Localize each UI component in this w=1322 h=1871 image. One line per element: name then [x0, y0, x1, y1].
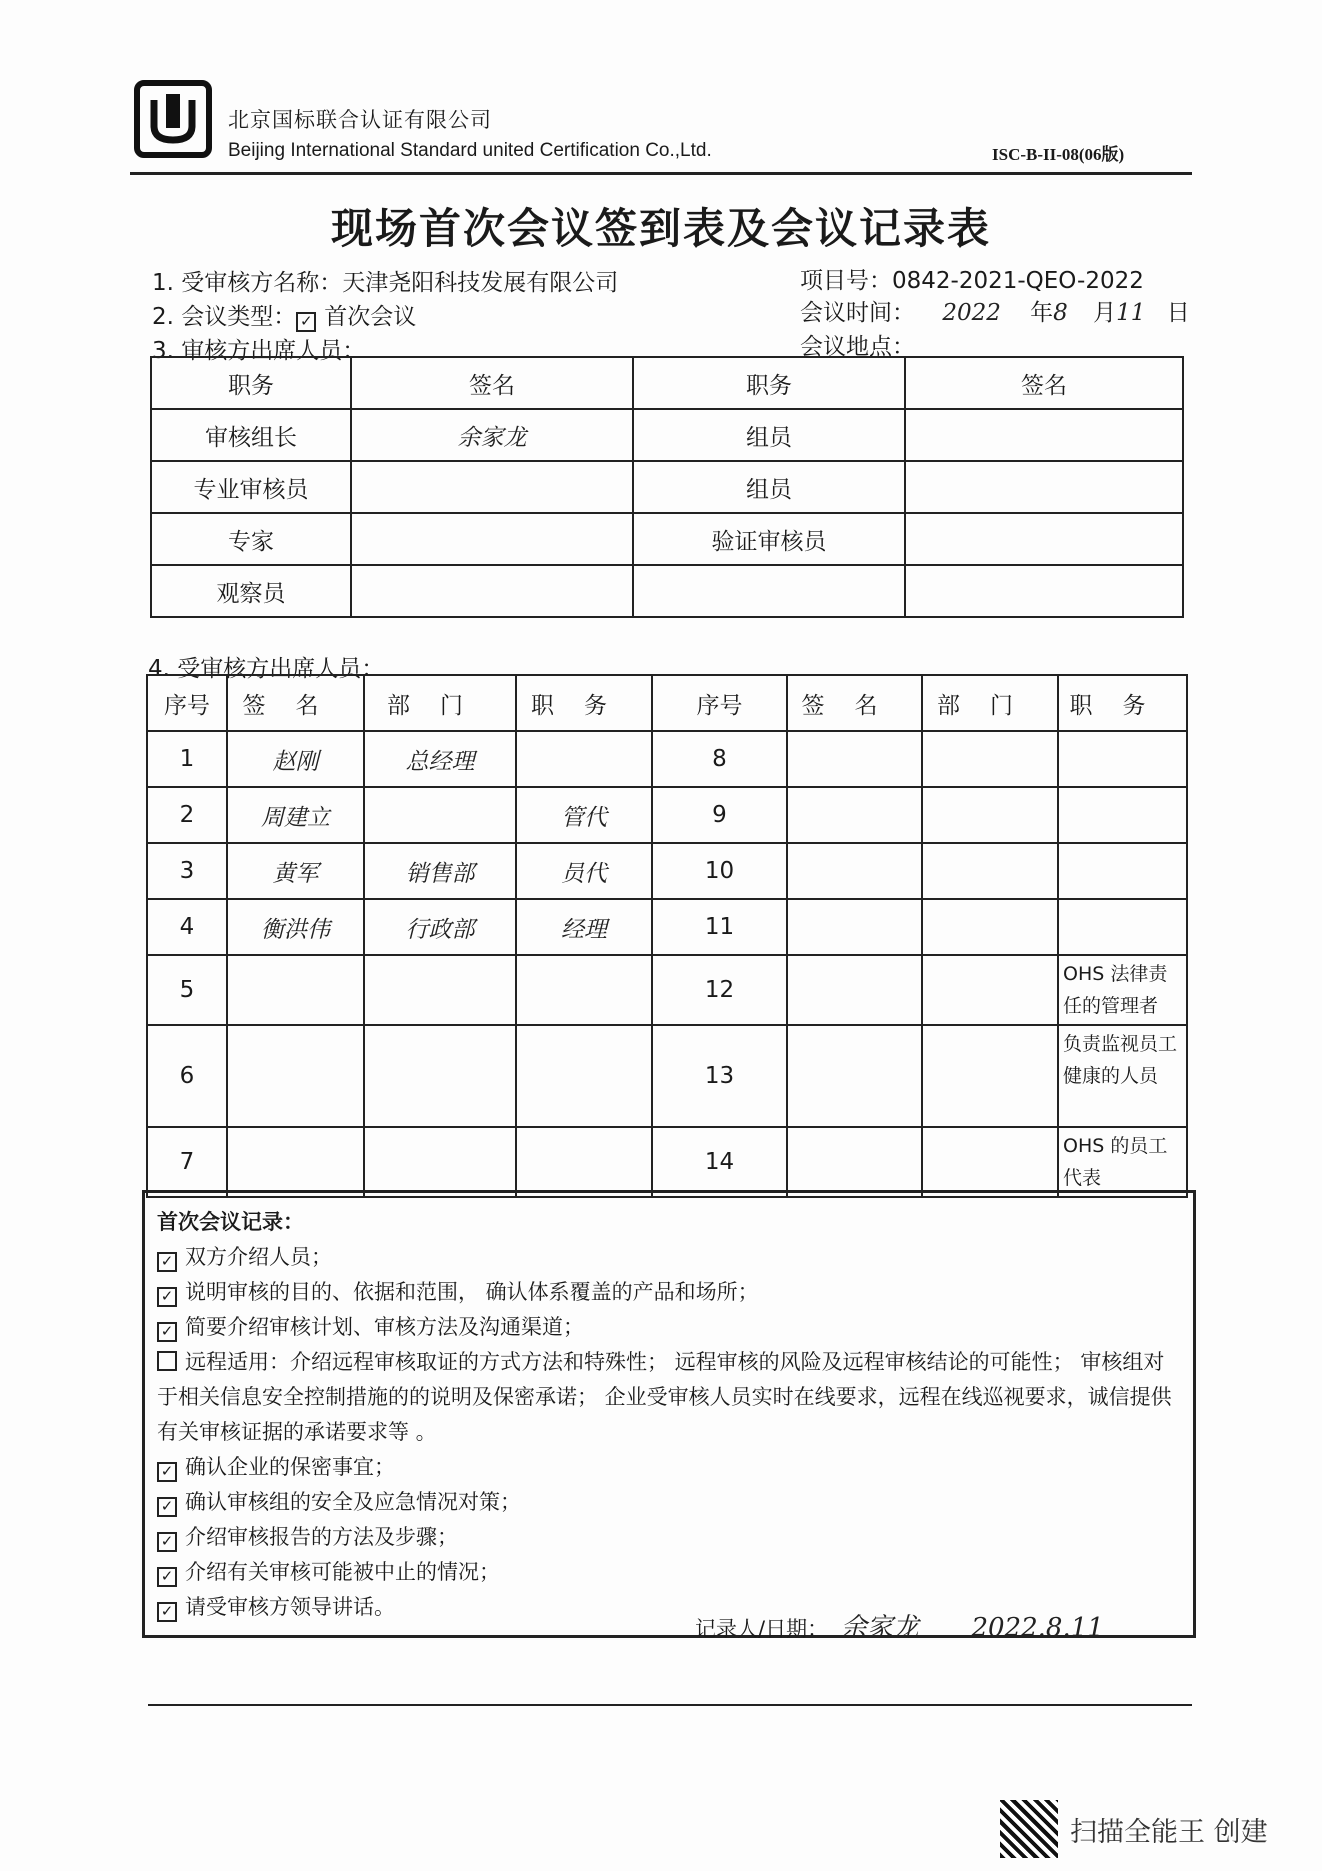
signature-cell: 余家龙	[351, 409, 633, 461]
number-cell: 14	[652, 1127, 787, 1197]
role-cell: 专业审核员	[151, 461, 351, 513]
day-unit: 日	[1166, 300, 1190, 326]
header-cell: 签名	[905, 357, 1183, 409]
table-row	[147, 787, 1187, 843]
position-cell	[1058, 731, 1187, 787]
table-header-row	[147, 675, 1187, 731]
signature-cell	[787, 955, 922, 1025]
table-row	[151, 461, 1183, 513]
number-cell: 1	[147, 731, 227, 787]
recorder-date: 2022.8.11	[971, 1613, 1104, 1643]
signature-cell	[351, 461, 633, 513]
position-cell	[516, 1127, 652, 1197]
table-header-row	[151, 357, 1183, 409]
header-cell: 职务	[633, 357, 905, 409]
table-row	[151, 565, 1183, 617]
position-cell	[516, 731, 652, 787]
checkbox-checked-icon: ✓	[157, 1497, 177, 1517]
record-item-text: 请受审核方领导讲话。	[185, 1595, 395, 1619]
number-cell: 5	[147, 955, 227, 1025]
position-cell	[1058, 843, 1187, 899]
record-item-text: 简要介绍审核计划、审核方法及沟通渠道；	[185, 1315, 584, 1339]
header-cell: 签名	[227, 675, 364, 731]
company-name-cn: 北京国标联合认证有限公司	[228, 108, 492, 132]
role-cell: 专家	[151, 513, 351, 565]
table-row	[147, 955, 1187, 1025]
signature-cell: 黄军	[227, 843, 364, 899]
checkbox-unchecked-icon	[157, 1351, 177, 1371]
project-number-row	[800, 262, 1144, 295]
department-cell	[364, 1127, 516, 1197]
record-item-text: 介绍审核报告的方法及步骤；	[185, 1525, 458, 1549]
number-cell: 2	[147, 787, 227, 843]
record-item-text: 说明审核的目的、依据和范围， 确认体系覆盖的产品和场所；	[185, 1280, 759, 1304]
meeting-day: 11	[1116, 300, 1146, 326]
header-cell: 职务	[1058, 675, 1187, 731]
header-cell: 部门	[364, 675, 516, 731]
record-item	[157, 1450, 1181, 1485]
signature-cell	[351, 513, 633, 565]
signature-cell	[905, 409, 1183, 461]
recorder-signature-row	[695, 1607, 1104, 1644]
department-cell	[364, 787, 516, 843]
meeting-year: 2022	[942, 300, 1001, 326]
record-item-text: 介绍有关审核可能被中止的情况；	[185, 1560, 500, 1584]
position-cell: 管代	[516, 787, 652, 843]
record-item	[157, 1345, 1181, 1450]
month-unit: 月	[1093, 300, 1117, 326]
department-cell	[922, 843, 1058, 899]
record-item-text: 确认审核组的安全及应急情况对策；	[185, 1490, 521, 1514]
signature-cell	[905, 565, 1183, 617]
signature-cell	[787, 787, 922, 843]
record-heading: 首次会议记录：	[157, 1210, 304, 1234]
department-cell	[922, 787, 1058, 843]
meeting-type-label: 2. 会议类型：	[152, 304, 297, 330]
number-cell: 9	[652, 787, 787, 843]
department-cell: 销售部	[364, 843, 516, 899]
signature-cell	[787, 1025, 922, 1127]
position-cell	[516, 955, 652, 1025]
meeting-time-label: 会议时间：	[800, 300, 915, 326]
meeting-time-row	[800, 294, 1190, 327]
qr-code-icon	[1000, 1800, 1058, 1858]
project-number-label: 项目号：	[800, 268, 892, 294]
table-row	[147, 1127, 1187, 1197]
table-row	[147, 731, 1187, 787]
number-cell: 6	[147, 1025, 227, 1127]
record-item	[157, 1485, 1181, 1520]
auditor-attendees-label: 3. 审核方出席人员：	[152, 338, 366, 364]
number-cell: 3	[147, 843, 227, 899]
meeting-record-content	[157, 1205, 1181, 1625]
header-cell: 序号	[147, 675, 227, 731]
role-cell: 审核组长	[151, 409, 351, 461]
project-number-value: 0842-2021-QEO-2022	[892, 268, 1144, 294]
signature-cell: 周建立	[227, 787, 364, 843]
number-cell: 13	[652, 1025, 787, 1127]
signature-cell: 衡洪伟	[227, 899, 364, 955]
year-unit: 年	[1030, 300, 1054, 326]
record-item	[157, 1520, 1181, 1555]
signature-cell	[787, 899, 922, 955]
recorder-label: 记录人/日期：	[695, 1617, 829, 1641]
number-cell: 8	[652, 731, 787, 787]
scanner-watermark: 扫描全能王 创建	[1070, 1817, 1268, 1848]
number-cell: 7	[147, 1127, 227, 1197]
company-logo	[134, 80, 212, 158]
signature-cell	[227, 1127, 364, 1197]
position-cell	[516, 1025, 652, 1127]
table-row	[151, 513, 1183, 565]
signature-cell	[787, 731, 922, 787]
checkbox-checked-icon: ✓	[157, 1287, 177, 1307]
auditee-attendance-table	[146, 674, 1188, 1198]
header-cell: 签名	[351, 357, 633, 409]
signature-cell	[787, 1127, 922, 1197]
department-cell	[364, 1025, 516, 1127]
department-cell	[922, 731, 1058, 787]
logo-mark-icon	[140, 86, 206, 152]
meeting-month: 8	[1053, 300, 1068, 326]
number-cell: 12	[652, 955, 787, 1025]
position-cell	[1058, 787, 1187, 843]
record-item-text: 远程适用：介绍远程审核取证的方式方法和特殊性； 远程审核的风险及远程审核结论的可能性； 审核组对于相关信息安全控制措施的的说明及保密承诺； 企业受审核人员实时在线要求，远程在线巡视要求，诚信提供有关审核证据的承诺要求等 。	[157, 1350, 1172, 1444]
auditee-attendees-label: 4. 受审核方出席人员：	[148, 656, 385, 682]
department-cell	[922, 1127, 1058, 1197]
department-cell	[922, 899, 1058, 955]
position-cell	[1058, 899, 1187, 955]
meeting-type-value: 首次会议	[324, 304, 417, 330]
checkbox-checked-icon: ✓	[157, 1322, 177, 1342]
signature-cell	[227, 955, 364, 1025]
footer-divider	[148, 1704, 1192, 1706]
signature-cell	[351, 565, 633, 617]
position-cell: 员代	[516, 843, 652, 899]
number-cell: 10	[652, 843, 787, 899]
department-cell	[364, 955, 516, 1025]
position-note-cell: 负责监视员工健康的人员	[1058, 1025, 1187, 1127]
signature-cell	[227, 1025, 364, 1127]
header-cell: 职务	[516, 675, 652, 731]
meeting-location-label: 会议地点：	[800, 334, 915, 360]
record-item-text: 双方介绍人员；	[185, 1245, 332, 1269]
header-cell: 签名	[787, 675, 922, 731]
checkbox-checked-icon: ✓	[157, 1602, 177, 1622]
department-cell	[922, 955, 1058, 1025]
auditor-attendance-table	[150, 356, 1184, 618]
checkbox-checked-icon: ✓	[157, 1532, 177, 1552]
role-cell: 组员	[633, 409, 905, 461]
position-cell: 经理	[516, 899, 652, 955]
meeting-record-box	[142, 1190, 1196, 1643]
meeting-type-checkbox-icon: ✓	[296, 312, 316, 332]
table-row	[151, 409, 1183, 461]
table-row	[147, 899, 1187, 955]
meeting-type-row	[152, 298, 416, 332]
signature-cell	[905, 461, 1183, 513]
company-name-en: Beijing International Standard united Certification Co.,Ltd.	[228, 140, 712, 161]
record-item	[157, 1555, 1181, 1590]
auditee-name-label: 1. 受审核方名称：	[152, 270, 343, 296]
signature-cell	[905, 513, 1183, 565]
table-row	[147, 843, 1187, 899]
role-cell: 观察员	[151, 565, 351, 617]
form-code: ISC-B-II-08(06版)	[992, 145, 1125, 164]
number-cell: 4	[147, 899, 227, 955]
role-cell	[633, 565, 905, 617]
checkbox-checked-icon: ✓	[157, 1252, 177, 1272]
page-title: 现场首次会议签到表及会议记录表	[330, 204, 991, 253]
auditee-name-value: 天津尧阳科技发展有限公司	[342, 270, 619, 296]
signature-cell: 赵刚	[227, 731, 364, 787]
number-cell: 11	[652, 899, 787, 955]
role-cell: 组员	[633, 461, 905, 513]
signature-cell	[787, 843, 922, 899]
department-cell: 总经理	[364, 731, 516, 787]
auditee-name-row	[152, 264, 618, 297]
recorder-name: 余家龙	[840, 1613, 919, 1643]
header-divider	[130, 172, 1192, 175]
position-note-cell: OHS 的员工代表	[1058, 1127, 1187, 1197]
checkbox-checked-icon: ✓	[157, 1567, 177, 1587]
position-note-cell: OHS 法律责任的管理者	[1058, 955, 1187, 1025]
department-cell	[922, 1025, 1058, 1127]
table-row	[147, 1025, 1187, 1127]
record-item	[157, 1310, 1181, 1345]
record-item	[157, 1275, 1181, 1310]
record-item	[157, 1240, 1181, 1275]
header-cell: 部门	[922, 675, 1058, 731]
header-cell: 序号	[652, 675, 787, 731]
header-cell: 职务	[151, 357, 351, 409]
checkbox-checked-icon: ✓	[157, 1462, 177, 1482]
record-item-text: 确认企业的保密事宜；	[185, 1455, 395, 1479]
role-cell: 验证审核员	[633, 513, 905, 565]
department-cell: 行政部	[364, 899, 516, 955]
